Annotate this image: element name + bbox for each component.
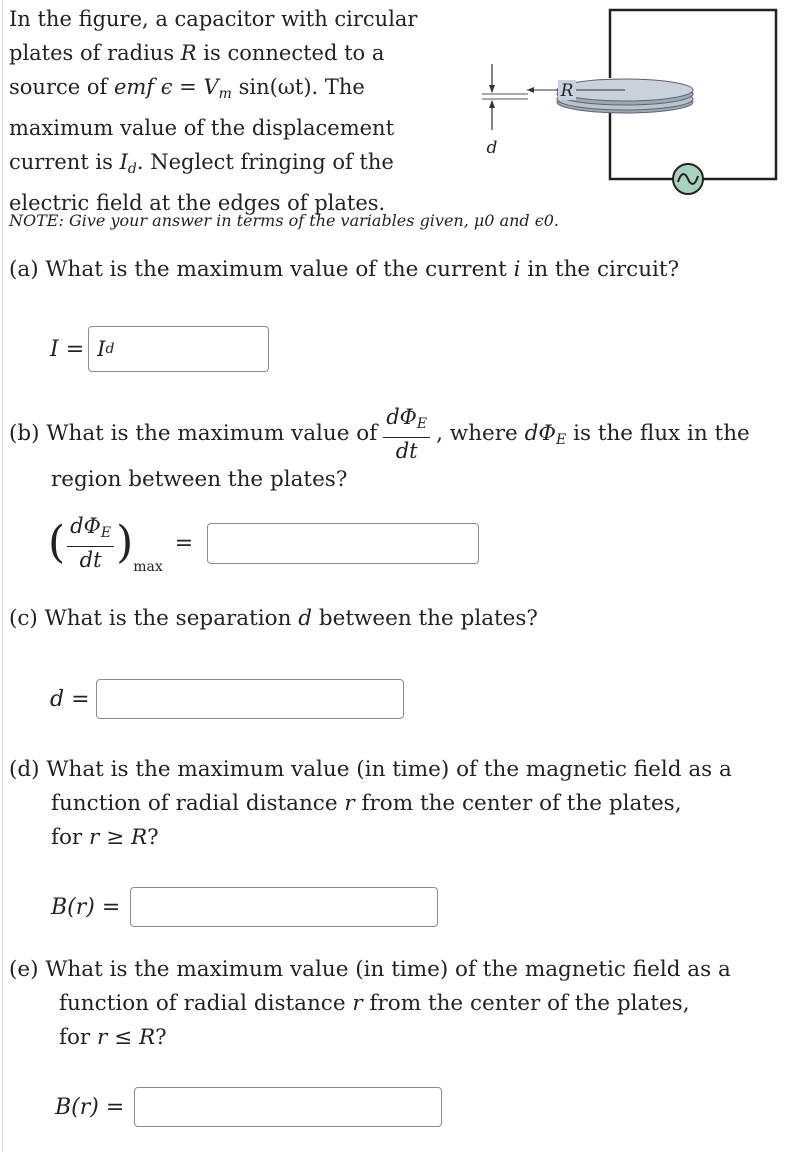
part-a-question [9, 253, 679, 287]
right-paren: ) [116, 517, 134, 568]
part-c-answer-input[interactable] [96, 679, 404, 719]
numerator-subscript: E [416, 416, 428, 432]
question-line-3 [9, 821, 732, 855]
question-line-2 [9, 987, 731, 1021]
intro-text: source of [9, 75, 114, 99]
question-line-2 [9, 787, 732, 821]
question-text: ? [147, 825, 159, 850]
part-d-question [9, 753, 732, 855]
emf-subscript: m [218, 86, 232, 102]
var-d: d [298, 606, 313, 631]
fraction-denominator: dt [395, 439, 418, 463]
arrowhead-down [489, 85, 495, 93]
var-R: R [180, 41, 197, 65]
question-text: (a) What is the maximum value of the current [9, 257, 514, 282]
answer-value: I [97, 337, 106, 361]
intro-line-4: maximum value of the displacement [9, 116, 395, 140]
fraction-numerator [383, 404, 430, 438]
equals-sign: = [98, 1094, 125, 1120]
var-r: r [344, 791, 355, 816]
max-subscript: max [133, 559, 163, 575]
question-line-3 [9, 1021, 731, 1055]
question-text: (b) What is the maximum value of [9, 421, 378, 446]
left-paren: ( [48, 517, 66, 568]
answer-subscript: d [105, 341, 115, 357]
part-c-question [9, 602, 538, 636]
intro-text: plates of radius [9, 41, 181, 65]
capacitor-figure [470, 0, 790, 205]
lhs-fraction [67, 513, 114, 573]
part-b-question-line2: region between the plates? [51, 467, 348, 492]
question-text: , where [436, 421, 525, 446]
B-of-r: B(r) [55, 1094, 99, 1120]
part-e-answer-input[interactable] [134, 1087, 442, 1127]
part-c-answer-row [50, 679, 404, 719]
part-a-lhs [50, 337, 84, 362]
question-text: ? [155, 1025, 167, 1050]
var-dPhi: dΦ [524, 421, 556, 446]
question-text: for [51, 825, 90, 850]
condition: r ≥ R [89, 825, 148, 850]
left-border [2, 0, 3, 1152]
intro-text: is connected to a [196, 41, 385, 65]
radius-arrow [527, 87, 534, 93]
emf-expression: emf ϵ = V [113, 75, 219, 99]
radius-label: R [560, 81, 574, 101]
question-line-1: (e) What is the maximum value (in time) of the magnetic field as a [9, 957, 731, 982]
part-a-answer-row [50, 326, 269, 372]
problem-statement [9, 2, 449, 220]
separation-label: d [486, 138, 498, 158]
lhs-denominator: dt [79, 548, 102, 572]
intro-text: . Neglect fringing of the [136, 150, 394, 174]
lhs-numerator-text: dΦ [70, 514, 101, 538]
question-text: function of radial distance [51, 791, 345, 816]
circuit-wire-lower [610, 110, 674, 179]
intro-line-3 [9, 70, 449, 111]
part-b-answer-row [48, 513, 479, 573]
part-d-lhs [51, 895, 120, 920]
intro-line-5 [9, 145, 449, 186]
var-I: I [50, 336, 59, 362]
part-e-answer-row [55, 1087, 442, 1127]
B-of-r: B(r) [51, 894, 95, 920]
question-text: (c) What is the separation [9, 606, 299, 631]
equals-sign: = [94, 894, 121, 920]
question-line-1: (d) What is the maximum value (in time) of the magnetic field as a [9, 757, 732, 782]
equals-sign: = [64, 686, 90, 712]
var-r: r [352, 991, 363, 1016]
var-d: d [50, 686, 65, 712]
equals-sign: = [174, 530, 194, 556]
question-text: function of radial distance [59, 991, 353, 1016]
flux-fraction [383, 404, 430, 464]
question-text: for [59, 1025, 98, 1050]
intro-line-6: electric field at the edges of plates. [9, 191, 386, 215]
part-b-answer-input[interactable] [207, 523, 479, 564]
var-I-subscript: d [127, 161, 137, 177]
part-b-question [9, 404, 750, 464]
var-i: i [513, 257, 521, 282]
var-subscript: E [556, 432, 567, 448]
part-e-lhs [55, 1095, 124, 1120]
question-text: from the center of the plates, [354, 791, 682, 816]
intro-line-1: In the figure, a capacitor with circular [9, 7, 418, 31]
question-text: in the circuit? [520, 257, 680, 282]
lhs-numerator [67, 513, 114, 547]
intro-text: current is [9, 150, 120, 174]
question-text: is the flux in the [566, 421, 750, 446]
intro-text: sin(ωt). The [231, 75, 365, 99]
part-d-answer-input[interactable] [130, 887, 438, 927]
var-I: I [119, 150, 128, 174]
equals-sign: = [58, 336, 85, 362]
part-c-lhs [50, 687, 90, 712]
part-e-question [9, 953, 731, 1055]
note-text: NOTE: Give your answer in terms of the variables given, μ0 and ϵ0. [9, 211, 559, 230]
question-text: from the center of the plates, [362, 991, 690, 1016]
condition: r ≤ R [97, 1025, 156, 1050]
part-d-answer-row [51, 887, 438, 927]
intro-line-2 [9, 36, 449, 70]
arrowhead-up [489, 100, 495, 108]
question-text: between the plates? [312, 606, 538, 631]
numerator-text: dΦ [386, 405, 417, 429]
part-a-answer-input[interactable] [88, 326, 269, 372]
lhs-numerator-subscript: E [100, 525, 112, 541]
